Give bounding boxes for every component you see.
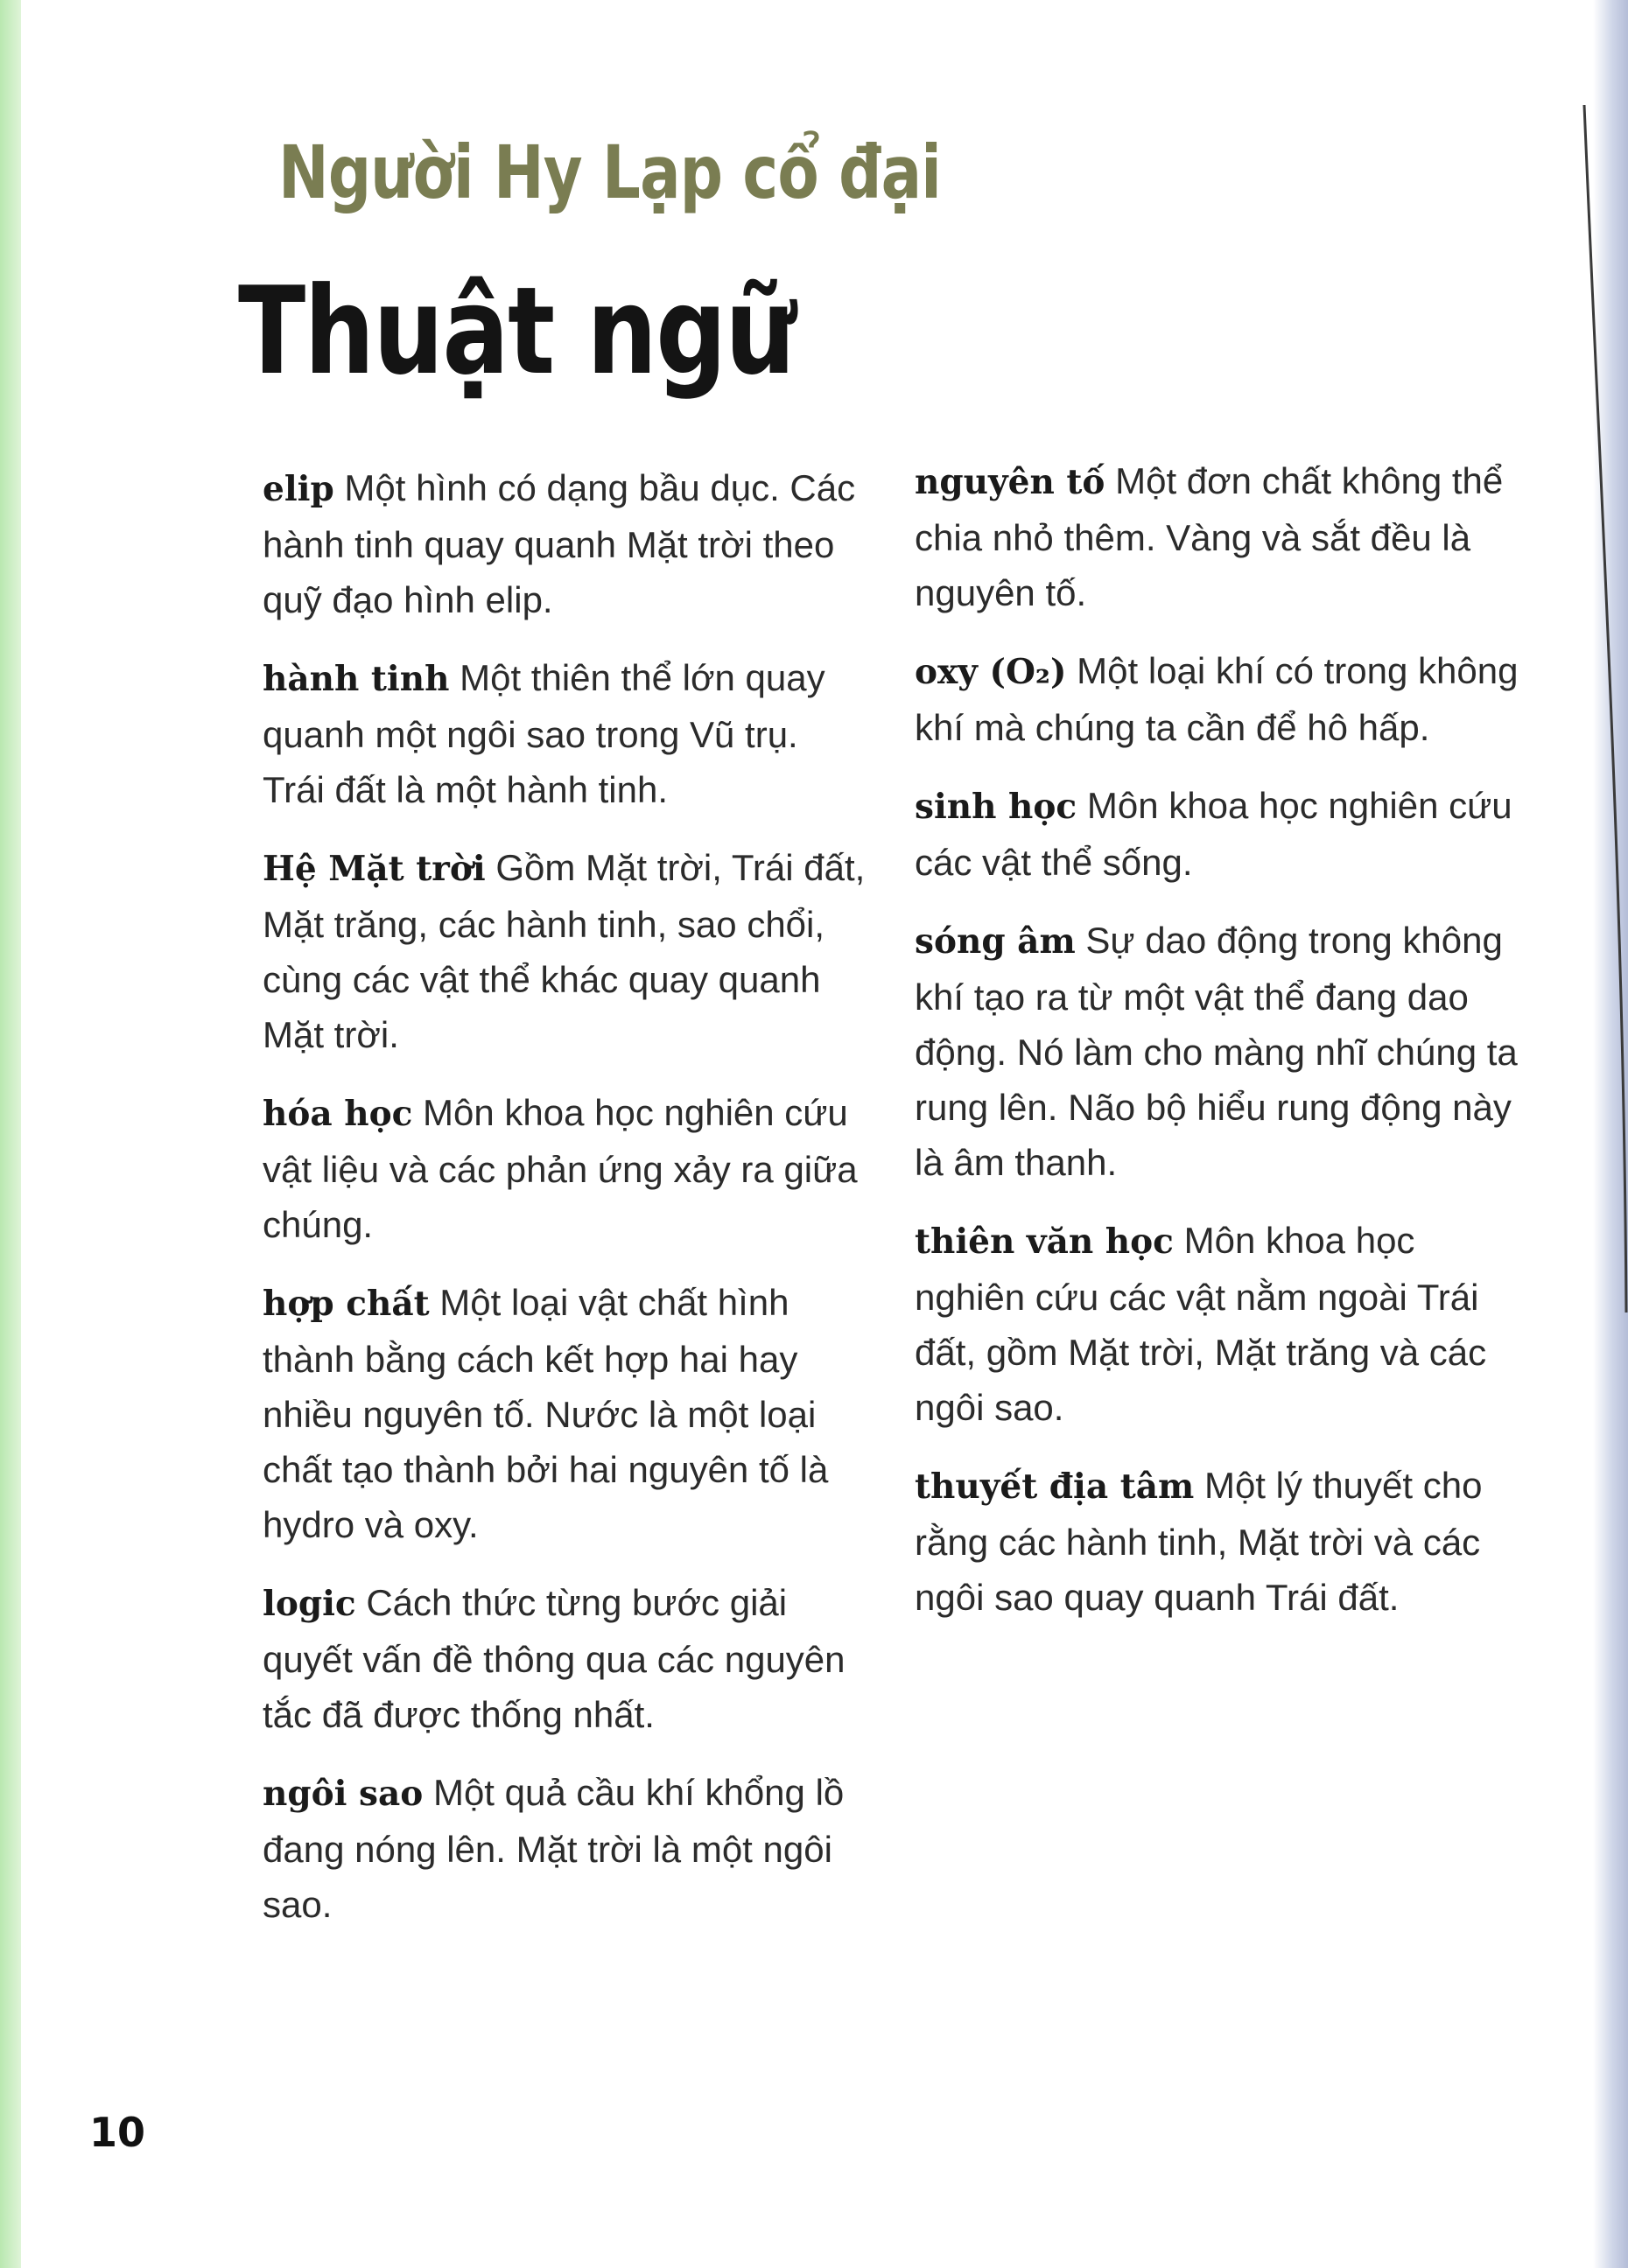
page-edge-green bbox=[0, 0, 21, 2268]
glossary-definition: Một lý thuyết cho rằng các hành tinh, Mặt trời và các ngôi sao quay quanh Trái đất. bbox=[915, 1465, 1483, 1618]
glossary-definition: Gồm Mặt trời, Trái đất, Mặt trăng, các hành tinh, sao chổi, cùng các vật thể khác quay quanh Mặt trời. bbox=[263, 847, 866, 1055]
glossary-term: sóng âm bbox=[915, 921, 1076, 962]
glossary-entry bbox=[915, 453, 1519, 620]
glossary-entry bbox=[915, 1458, 1519, 1625]
glossary-definition: Môn khoa học nghiên cứu các vật thể sống. bbox=[915, 785, 1512, 883]
glossary-entry bbox=[263, 460, 867, 627]
page-number: 10 bbox=[89, 2109, 146, 2156]
glossary-term: hợp chất bbox=[263, 1284, 430, 1324]
glossary-definition: Môn khoa học nghiên cứu các vật nằm ngoài Trái đất, gồm Mặt trời, Mặt trăng và các ngôi sao. bbox=[915, 1220, 1487, 1428]
glossary-entry bbox=[915, 1213, 1519, 1435]
glossary-entry bbox=[263, 1085, 867, 1252]
glossary-term: Hệ Mặt trời bbox=[263, 849, 486, 889]
glossary-term: thuyết địa tâm bbox=[915, 1466, 1195, 1507]
glossary-term: logic bbox=[263, 1584, 356, 1624]
glossary-entry bbox=[915, 778, 1519, 890]
glossary-definition: Một thiên thể lớn quay quanh một ngôi sao trong Vũ trụ. Trái đất là một hành tinh. bbox=[263, 657, 825, 810]
glossary-term: hành tinh bbox=[263, 659, 450, 699]
glossary-term: ngôi sao bbox=[263, 1774, 424, 1814]
glossary-definition: Một quả cầu khí khổng lồ đang nóng lên. Mặt trời là một ngôi sao. bbox=[263, 1772, 845, 1925]
glossary-term: thiên văn học bbox=[915, 1222, 1174, 1262]
glossary-term: sinh học bbox=[915, 787, 1077, 827]
glossary-term: nguyên tố bbox=[915, 462, 1105, 502]
glossary-definition: Sự dao động trong không khí tạo ra từ một vật thể đang dao động. Nó làm cho màng nhĩ chúng ta rung lên. Não bộ hiểu rung động này là âm thanh. bbox=[915, 920, 1518, 1183]
page-edge-curve bbox=[1575, 0, 1628, 2268]
glossary-term: elip bbox=[263, 469, 334, 509]
glossary-definition: Môn khoa học nghiên cứu vật liệu và các phản ứng xảy ra giữa chúng. bbox=[263, 1092, 858, 1245]
glossary-entry bbox=[263, 1275, 867, 1552]
glossary-entry bbox=[263, 840, 867, 1062]
page-title: Thuật ngữ bbox=[238, 261, 795, 402]
glossary-entry bbox=[915, 643, 1519, 755]
glossary-column-right bbox=[915, 453, 1519, 1648]
glossary-term: oxy (O₂) bbox=[915, 652, 1067, 692]
glossary-definition: Một hình có dạng bầu dục. Các hành tinh quay quanh Mặt trời theo quỹ đạo hình elip. bbox=[263, 467, 856, 620]
glossary-term: hóa học bbox=[263, 1094, 413, 1134]
glossary-entry bbox=[263, 650, 867, 817]
glossary-entry bbox=[915, 913, 1519, 1190]
glossary-definition: Cách thức từng bước giải quyết vấn đề thông qua các nguyên tắc đã được thống nhất. bbox=[263, 1582, 846, 1735]
glossary-definition: Một đơn chất không thể chia nhỏ thêm. Vàng và sắt đều là nguyên tố. bbox=[915, 460, 1504, 613]
glossary-column-left bbox=[263, 460, 867, 1955]
glossary-entry bbox=[263, 1765, 867, 1932]
glossary-entry bbox=[263, 1575, 867, 1742]
glossary-definition: Một loại khí có trong không khí mà chúng ta cần để hô hấp. bbox=[915, 650, 1519, 748]
glossary-definition: Một loại vật chất hình thành bằng cách kết hợp hai hay nhiều nguyên tố. Nước là một loại chất tạo thành bởi hai nguyên tố là hydro và oxy. bbox=[263, 1282, 829, 1545]
page-subtitle: Người Hy Lạp cổ đại bbox=[278, 130, 942, 215]
